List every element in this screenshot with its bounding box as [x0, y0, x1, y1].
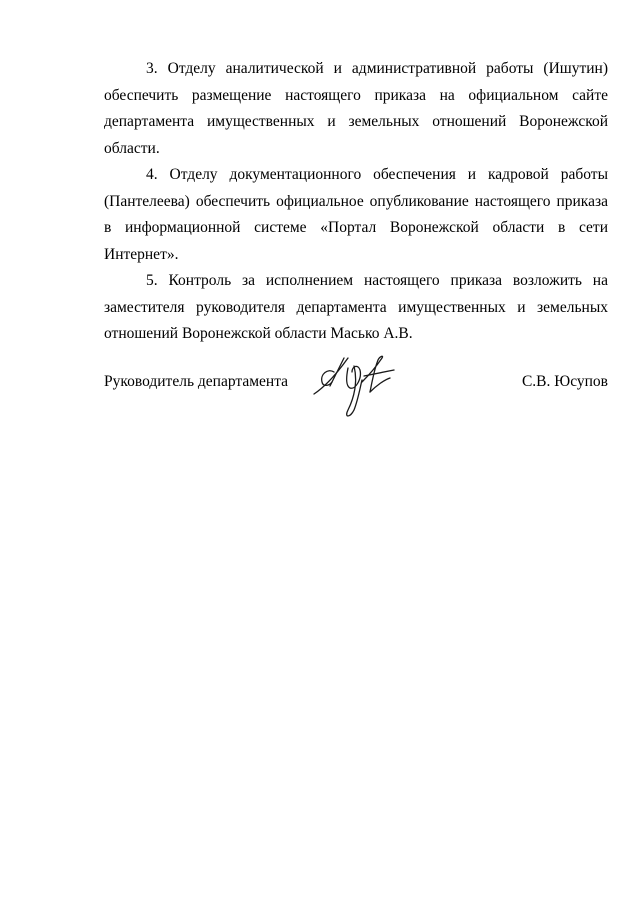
paragraph-3: 3. Отделу аналитической и административной работы (Ишутин) обеспечить размещение настоящего приказа на официальном сайте департамента имущественных и земельных отношений Воронежской области. [104, 60, 608, 157]
signatory-name: С.В. Юсупов [521, 373, 608, 390]
signatory-position: Руководитель департамента [104, 373, 289, 390]
signature-block [104, 352, 608, 432]
paragraph-5: 5. Контроль за исполнением настоящего приказа возложить на заместителя руководителя департамента имущественных и земельных отношений Воронежской области Масько А.В. [104, 272, 608, 342]
document-body [104, 56, 608, 348]
paragraph-4: 4. Отделу документационного обеспечения и кадровой работы (Пантелеева) обеспечить официальное опубликование настоящего приказа в информационной системе «Портал Воронежской области в сети Интернет». [104, 166, 608, 263]
handwritten-signature-icon [304, 352, 414, 422]
